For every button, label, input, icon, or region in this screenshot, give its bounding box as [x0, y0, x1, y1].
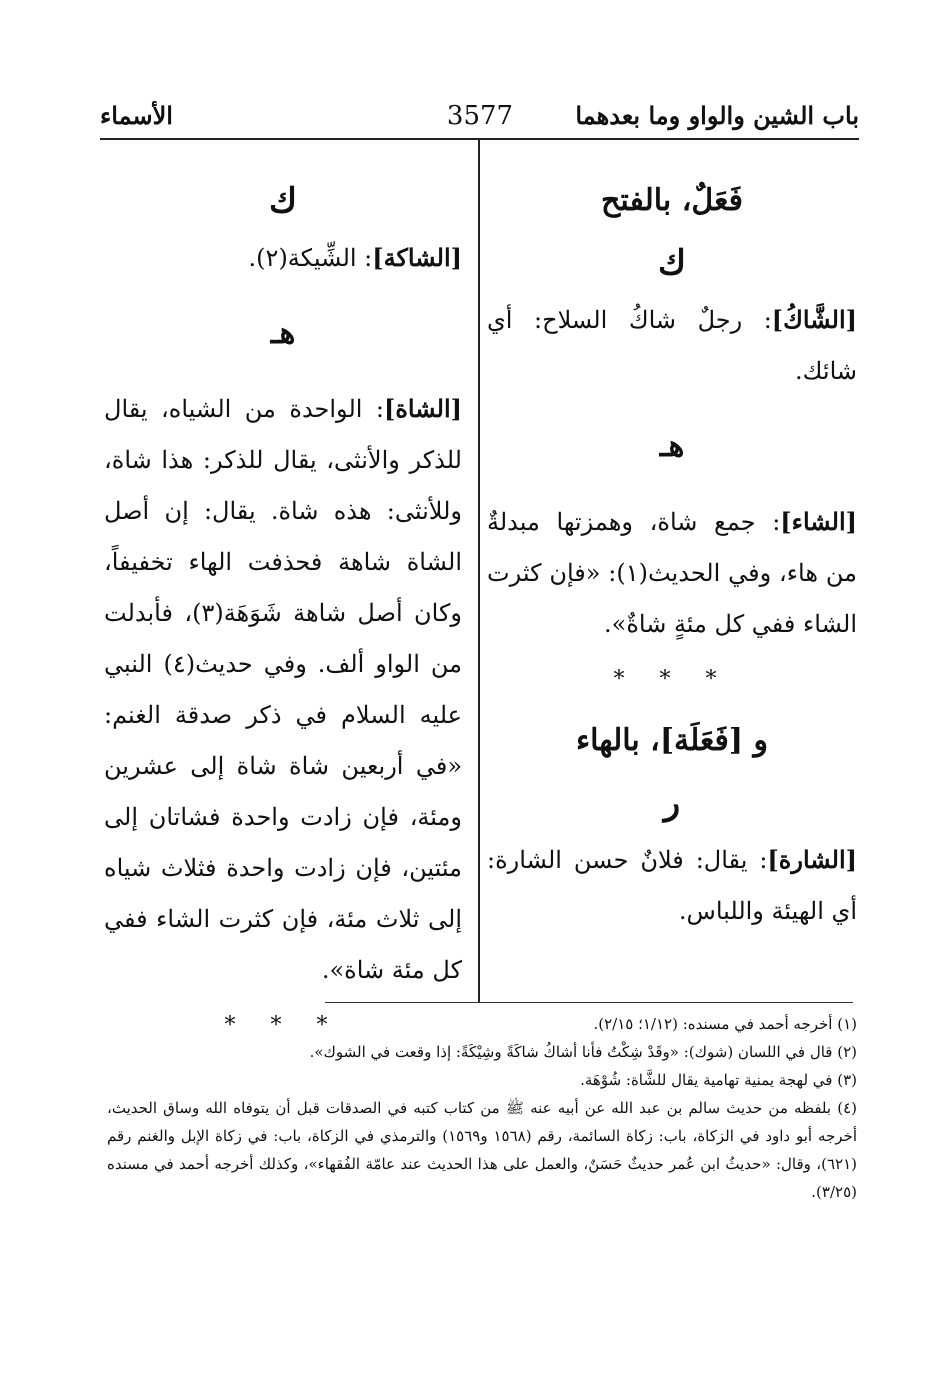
- entry-keyword: [الشاء]: [780, 507, 857, 536]
- entry-text: : يقال: فلانٌ حسن الشارة: أي الهيئة واللباس.: [487, 846, 857, 925]
- dictionary-entry: [487, 294, 857, 397]
- entry-text: : الواحدة من الشياه، يقال للذكر والأنثى، يقال للذكر: هذا شاة، وللأنثى: هذه شاة. يقال: إن أصل الشاة شاهة فحذفت الهاء تخفيفاً، وكان أصل شاهة شَوَهَة(٣)، فأبدلت من الواو ألف. وفي حديث(٤) النبي عليه السلام في ذكر صدقة الغنم: «في أربعين شاة شاة إلى عشرين ومئة، فإن زادت واحدة فشاتان إلى مئتين، فإن زادت واحدة فثلاث شياه إلى ثلاث مئة، فإن كثرت الشاء ففي كل مئة شاة».: [104, 395, 462, 984]
- left-column: [104, 170, 462, 1056]
- letter-heading: ك: [268, 181, 298, 221]
- right-column: [487, 170, 857, 937]
- entry-text: : جمع شاة، وهمزتها مبدلةٌ من هاء، وفي الحديث(١): «فإن كثرت الشاء ففي كل مئةٍ شاةٌ».: [487, 508, 857, 638]
- running-header-left: الأسماء: [100, 101, 173, 130]
- letter-heading: ك: [657, 243, 687, 283]
- letter-heading: هـ: [659, 429, 685, 464]
- footnote: (٤) بلفظه من حديث سالم بن عبد الله عن أبيه عنه ﷺ من كتاب كتبه في الصدقات قبل أن يتوفاه الله وساق الحديث، أخرجه أبو داود في الزكاة، باب: زكاة السائمة، رقم (١٥٦٨ و١٥٦٩) والترمذي في الزكاة، باب: في زكاة الإبل والغنم رقم (٦٢١)، وقال: «حديثُ ابن عُمر حديثٌ حَسَنٌ، والعمل على هذا الحديث عند عامّة الفُقهاء»، وكذلك أخرجه أحمد في مسنده (٣/٢٥).: [107, 1099, 857, 1201]
- footnotes: [107, 1010, 857, 1206]
- entry-keyword: [الشاكة]: [372, 243, 462, 272]
- footnote: (٣) في لهجة يمنية تهامية يقال للشَّاة: شُوْهَة.: [580, 1071, 857, 1089]
- dictionary-entry: [104, 383, 462, 996]
- entry-text: : رجلٌ شاكُ السلاح: أي شائك.: [487, 306, 857, 385]
- letter-heading: ر: [663, 783, 681, 823]
- column-divider: [478, 140, 480, 1002]
- running-header-right: باب الشين والواو وما بعدهما: [575, 101, 859, 130]
- letter-heading: هـ: [270, 316, 296, 351]
- page-number: 3577: [446, 101, 514, 131]
- footnote: (٢) قال في اللسان (شوك): «وقَدْ شِكْتُ فأنا أشاكُ شاكَةً وشِيْكَةً: إذا وقعت في الشوك».: [309, 1043, 857, 1061]
- footnote: (١) أخرجه أحمد في مسنده: (١/١٢؛ ٢/١٥).: [593, 1015, 857, 1033]
- footnote-rule: [325, 1002, 853, 1003]
- section-separator: * * *: [224, 1013, 342, 1038]
- dictionary-entry: [487, 496, 857, 650]
- dictionary-entry: [104, 232, 462, 284]
- section-separator: * * *: [613, 667, 731, 692]
- entry-keyword: [الشاة]: [384, 394, 462, 423]
- section-heading: و [فَعَلَة]، بالهاء: [576, 723, 768, 758]
- entry-keyword: [الشَّاكُ]: [771, 305, 857, 334]
- dictionary-entry: [487, 834, 857, 937]
- entry-text: : الشِّيكة(٢).: [248, 244, 373, 272]
- section-heading: فَعَلٌ، بالفتح: [601, 183, 743, 218]
- entry-keyword: [الشارة]: [767, 845, 857, 874]
